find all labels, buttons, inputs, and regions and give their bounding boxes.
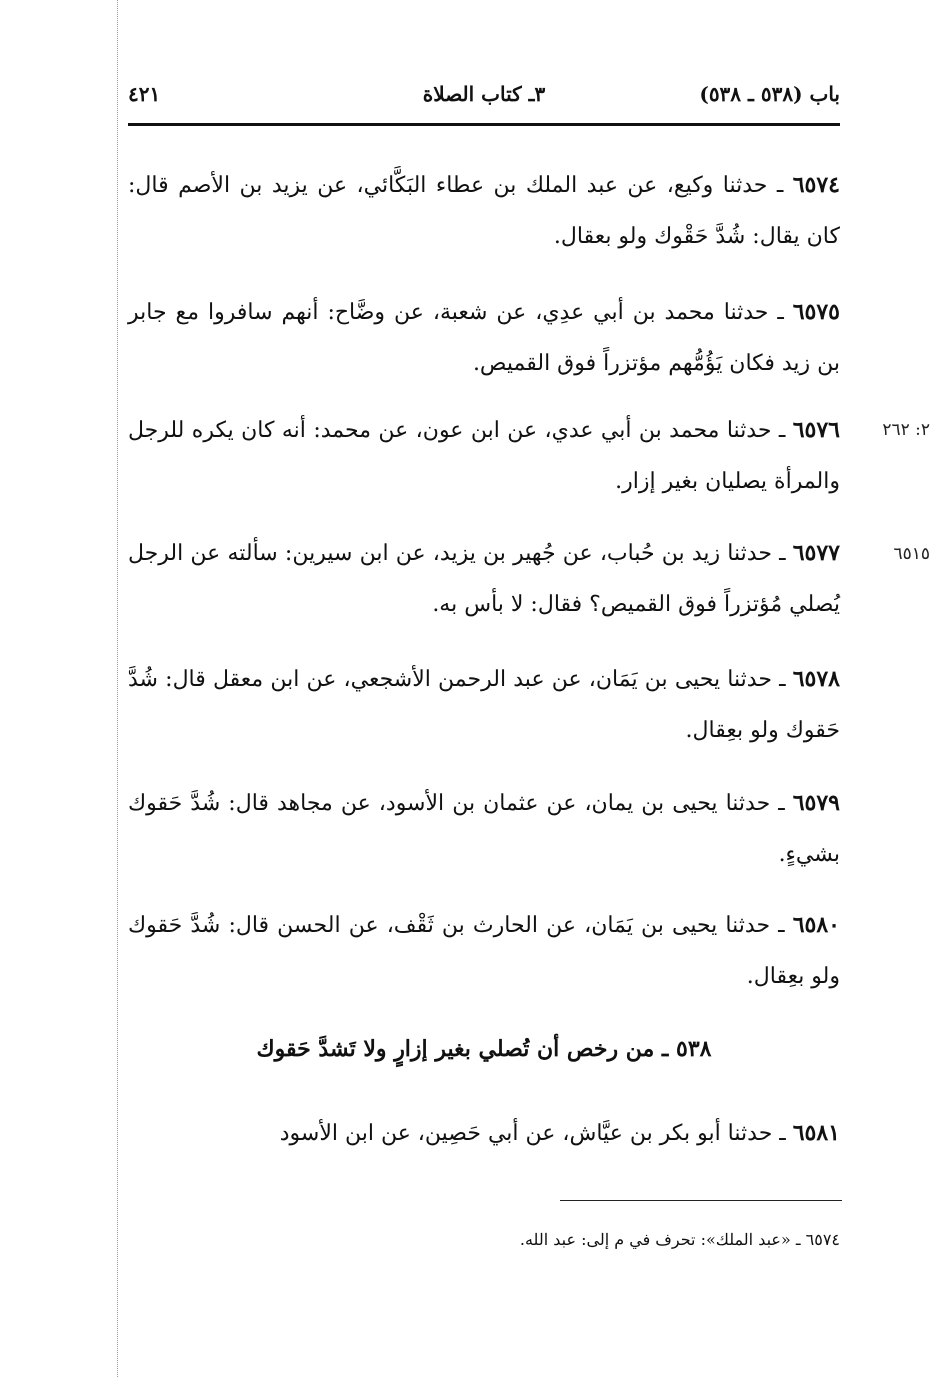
hadith-number: ٦٥٧٨: [792, 666, 840, 692]
hadith-body: ـ حدثنا يحيى بن يَمَان، عن عبد الرحمن الأشجعي، عن ابن معقل قال: شُدَّ حَقوك ولو بعِقال.: [128, 667, 840, 743]
hadith-text: [128, 287, 840, 389]
hadith-number: ٦٥٧٩: [792, 790, 840, 816]
header-rule: [128, 123, 840, 126]
chapter-heading: ٥٣٨ ـ من رخص أن تُصلي بغير إزارٍ ولا تَشدَّ حَقوك: [256, 1036, 712, 1062]
hadith-text: [128, 1108, 840, 1159]
hadith-number: ٦٥٨١: [792, 1120, 840, 1146]
hadith-6574: [128, 160, 840, 262]
margin-reference: ٢: ٢٦٢: [882, 420, 930, 440]
hadith-number: ٦٥٧٦: [792, 417, 840, 443]
hadith-body: ـ حدثنا وكيع، عن عبد الملك بن عطاء البَكَّائي، عن يزيد بن الأصم قال: كان يقال: شُدَّ حَقْوك ولو بعقال.: [128, 173, 840, 249]
chapter-range: باب (٥٣٨ ـ ٥٣٨): [699, 82, 840, 106]
hadith-body: ـ حدثنا أبو بكر بن عيَّاش، عن أبي حَصِين، عن ابن الأسود: [279, 1121, 793, 1146]
hadith-body: ـ حدثنا محمد بن أبي عدِي، عن شعبة، عن وضَّاح: أنهم سافروا مع جابر بن زيد فكان يَؤُمُّهم مؤتزراً فوق القميص.: [128, 300, 840, 376]
hadith-number: ٦٥٧٥: [792, 299, 840, 325]
running-header: [128, 82, 840, 114]
hadith-6581: [128, 1108, 840, 1159]
hadith-6575: [128, 287, 840, 389]
hadith-body: ـ حدثنا زيد بن حُباب، عن جُهير بن يزيد، عن ابن سيرين: سألته عن الرجل يُصلي مُؤتزراً فوق القميص؟ فقال: لا بأس به.: [128, 541, 840, 617]
page-number: ٤٢١: [128, 82, 161, 106]
hadith-body: ـ حدثنا يحيى بن يمان، عن عثمان بن الأسود، عن مجاهد قال: شُدَّ حَقوك بشيءٍ.: [128, 791, 840, 867]
hadith-number: ٦٥٨٠: [792, 912, 840, 938]
hadith-text: [128, 405, 840, 507]
hadith-body: ـ حدثنا يحيى بن يَمَان، عن الحارث بن ثَقْف، عن الحسن قال: شُدَّ حَقوك ولو بعِقال.: [128, 913, 840, 989]
hadith-6576: [128, 405, 840, 507]
book-title: ٣ـ كتاب الصلاة: [422, 82, 546, 106]
hadith-body: ـ حدثنا محمد بن أبي عدي، عن ابن عون، عن محمد: أنه كان يكره للرجل والمرأة يصليان بغير إزار.: [128, 418, 840, 494]
hadith-6579: [128, 778, 840, 880]
margin-reference: ٦٥١٥: [893, 544, 930, 564]
hadith-6577: [128, 528, 840, 630]
margin-dotted-line: [117, 0, 118, 1377]
hadith-6578: [128, 654, 840, 756]
hadith-text: [128, 900, 840, 1002]
hadith-text: [128, 778, 840, 880]
hadith-number: ٦٥٧٤: [792, 172, 840, 198]
hadith-text: [128, 528, 840, 630]
footnote-separator: [560, 1200, 842, 1201]
hadith-text: [128, 654, 840, 756]
hadith-number: ٦٥٧٧: [792, 540, 840, 566]
footnote: ٦٥٧٤ ـ «عبد الملك»: تحرف في م إلى: عبد الله.: [519, 1230, 840, 1249]
hadith-6580: [128, 900, 840, 1002]
hadith-text: [128, 160, 840, 262]
